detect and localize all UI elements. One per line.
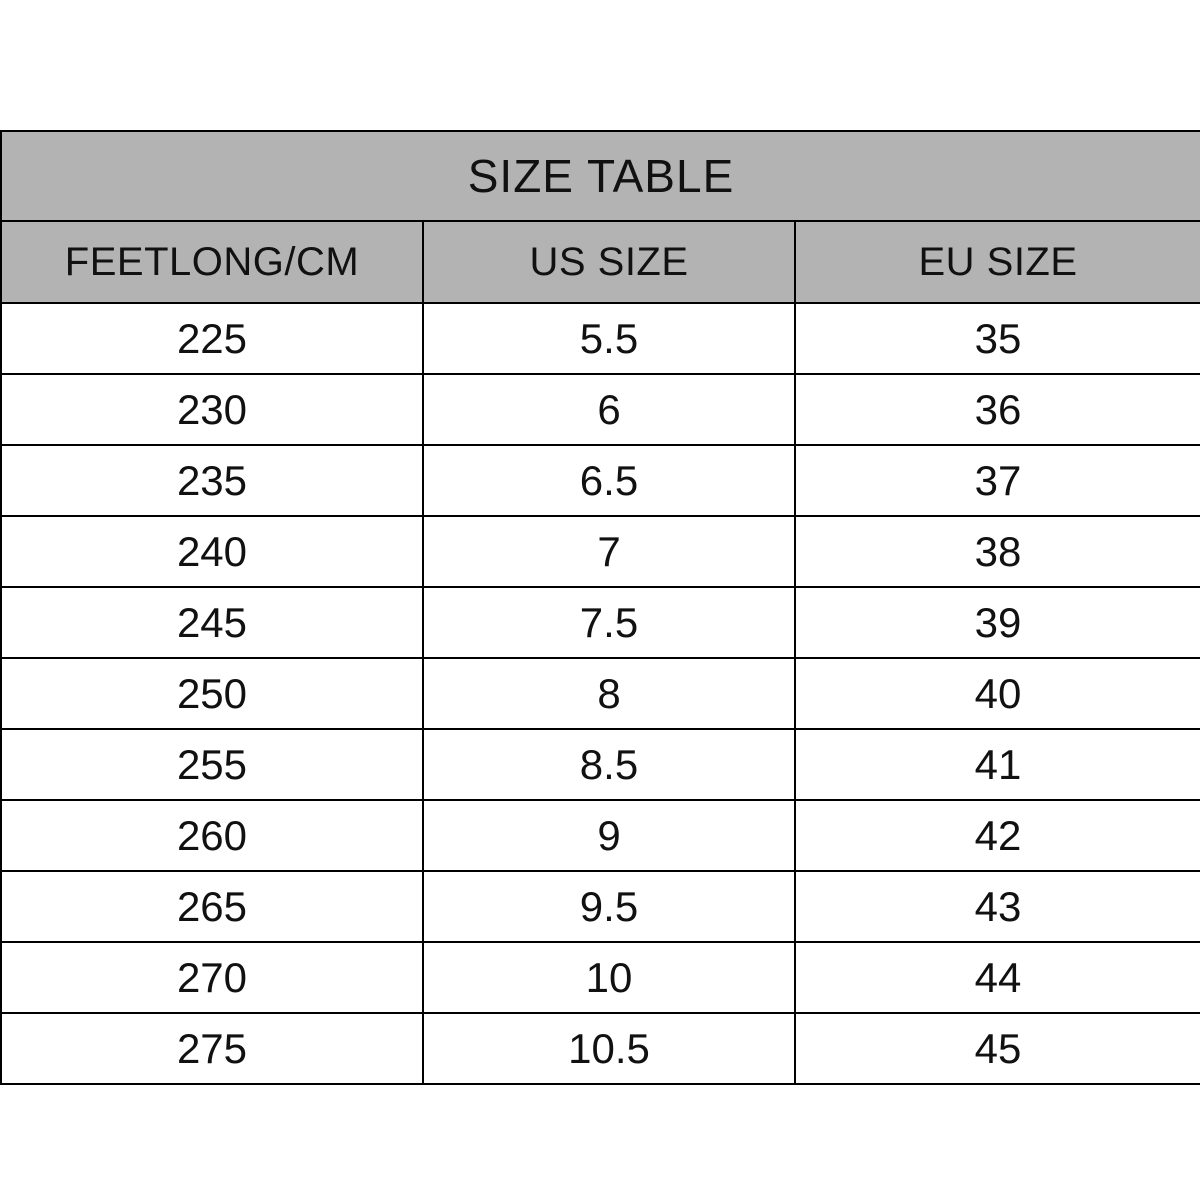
- cell-feetlong: 235: [1, 445, 423, 516]
- cell-feetlong: 265: [1, 871, 423, 942]
- cell-us-size: 6: [423, 374, 795, 445]
- cell-eu-size: 35: [795, 303, 1200, 374]
- cell-us-size: 10: [423, 942, 795, 1013]
- table-header-row: [1, 221, 1200, 303]
- size-table-container: [0, 130, 1200, 1085]
- cell-us-size: 7.5: [423, 587, 795, 658]
- table-row: [1, 303, 1200, 374]
- cell-feetlong: 250: [1, 658, 423, 729]
- table-row: [1, 1013, 1200, 1084]
- cell-eu-size: 40: [795, 658, 1200, 729]
- cell-us-size: 10.5: [423, 1013, 795, 1084]
- column-header-feetlong: FEETLONG/CM: [1, 221, 423, 303]
- table-row: [1, 658, 1200, 729]
- cell-feetlong: 240: [1, 516, 423, 587]
- table-row: [1, 374, 1200, 445]
- cell-eu-size: 45: [795, 1013, 1200, 1084]
- size-table: [0, 130, 1200, 1085]
- table-row: [1, 587, 1200, 658]
- table-row: [1, 942, 1200, 1013]
- cell-feetlong: 245: [1, 587, 423, 658]
- cell-us-size: 8: [423, 658, 795, 729]
- cell-us-size: 9.5: [423, 871, 795, 942]
- cell-feetlong: 275: [1, 1013, 423, 1084]
- column-header-us-size: US SIZE: [423, 221, 795, 303]
- cell-eu-size: 38: [795, 516, 1200, 587]
- cell-feetlong: 230: [1, 374, 423, 445]
- table-row: [1, 800, 1200, 871]
- cell-eu-size: 36: [795, 374, 1200, 445]
- cell-eu-size: 44: [795, 942, 1200, 1013]
- cell-feetlong: 270: [1, 942, 423, 1013]
- cell-feetlong: 255: [1, 729, 423, 800]
- cell-eu-size: 43: [795, 871, 1200, 942]
- cell-eu-size: 42: [795, 800, 1200, 871]
- cell-feetlong: 225: [1, 303, 423, 374]
- cell-us-size: 7: [423, 516, 795, 587]
- table-row: [1, 871, 1200, 942]
- cell-us-size: 5.5: [423, 303, 795, 374]
- table-title-row: [1, 131, 1200, 221]
- table-row: [1, 445, 1200, 516]
- cell-us-size: 9: [423, 800, 795, 871]
- table-title: SIZE TABLE: [1, 131, 1200, 221]
- cell-us-size: 8.5: [423, 729, 795, 800]
- cell-eu-size: 41: [795, 729, 1200, 800]
- cell-eu-size: 37: [795, 445, 1200, 516]
- table-row: [1, 729, 1200, 800]
- column-header-eu-size: EU SIZE: [795, 221, 1200, 303]
- table-row: [1, 516, 1200, 587]
- cell-feetlong: 260: [1, 800, 423, 871]
- cell-us-size: 6.5: [423, 445, 795, 516]
- cell-eu-size: 39: [795, 587, 1200, 658]
